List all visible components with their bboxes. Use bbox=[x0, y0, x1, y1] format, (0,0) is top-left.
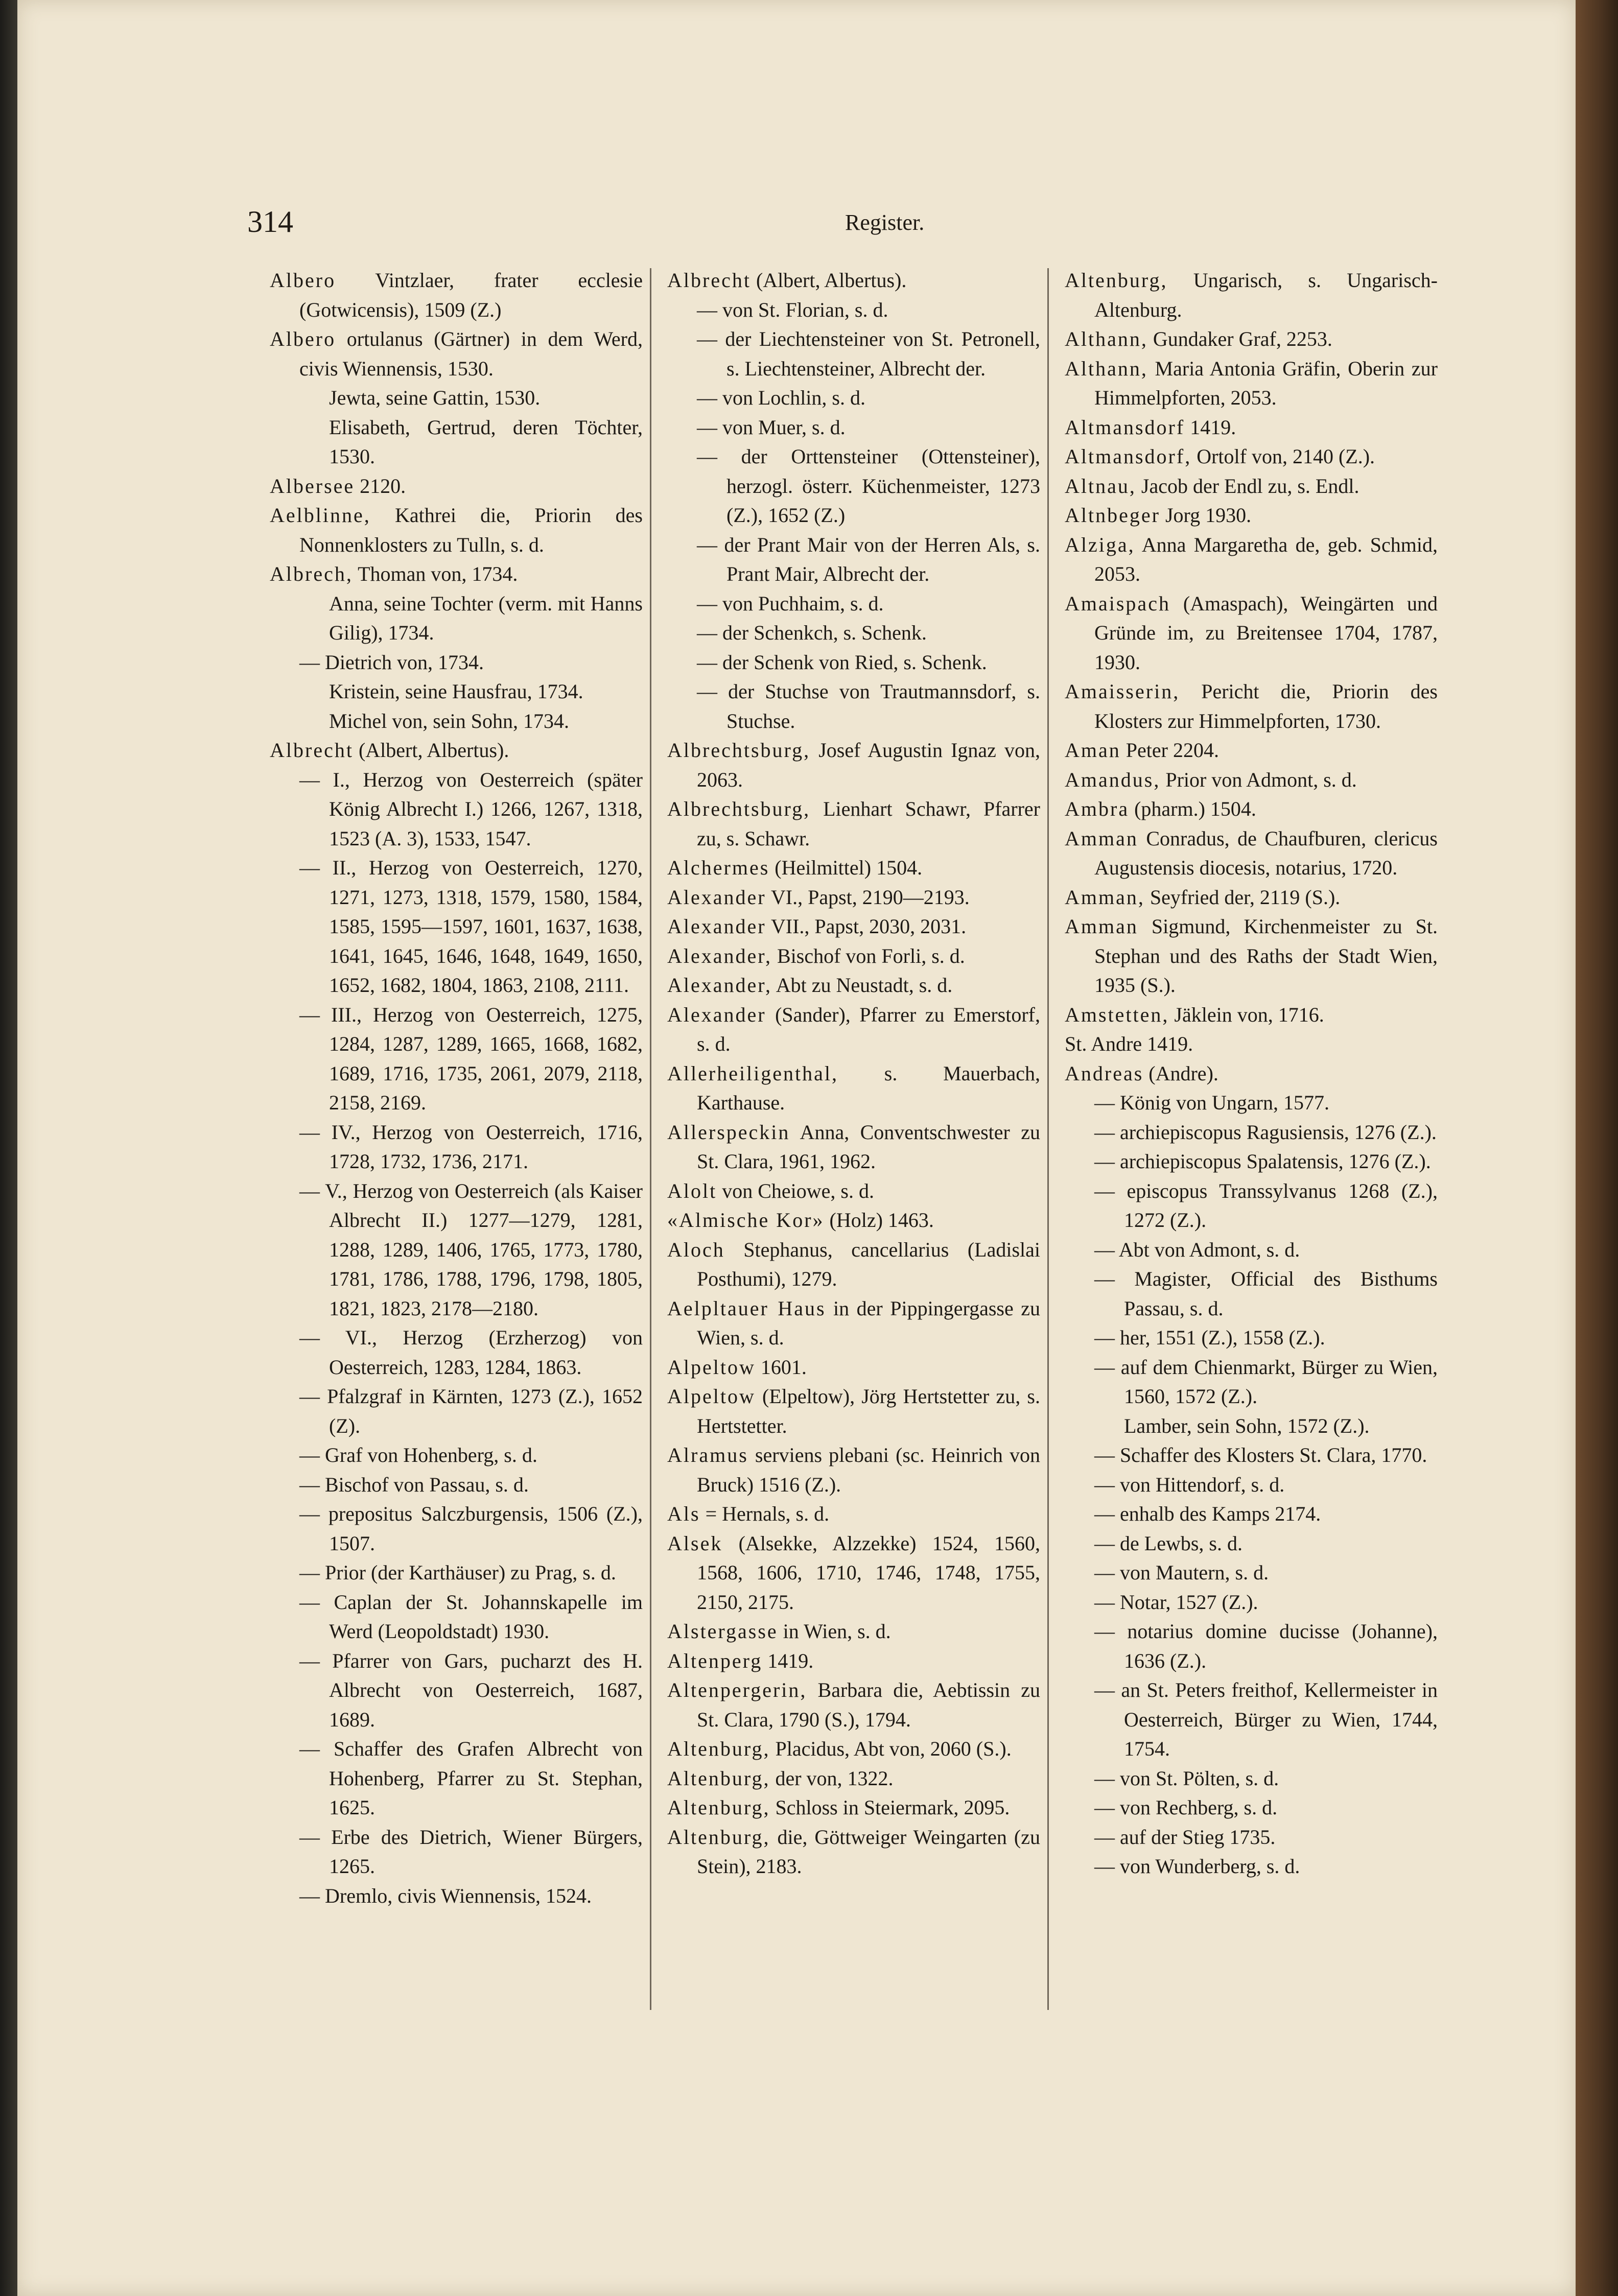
entry-headword: Altmansdorf, bbox=[1065, 445, 1192, 468]
register-entry: — Magister, Official des Bisthums Passau, s. d. bbox=[1094, 1267, 1438, 1320]
entry-text: = Hernals, s. d. bbox=[700, 1502, 830, 1525]
book-binding-edge bbox=[1576, 0, 1618, 2296]
register-entry bbox=[1065, 530, 1438, 589]
entry-headword: Alexander, bbox=[667, 944, 772, 967]
entry-text: 2120. bbox=[355, 474, 406, 498]
entry-headword: Andreas bbox=[1065, 1061, 1144, 1085]
entry-headword: Alstergasse bbox=[667, 1620, 778, 1643]
register-entry bbox=[1065, 765, 1438, 795]
entry-text: (Amaspach), Weingärten und Gründe im, zu Breitensee 1704, 1787, 1930. bbox=[1094, 591, 1438, 674]
register-entry: — der Prant Mair von der Herren Als, s. Prant Mair, Albrecht der. bbox=[697, 533, 1040, 585]
register-entry: — an St. Peters freithof, Kellermeister in Oesterreich, Bürger zu Wien, 1744, 1754. bbox=[1094, 1678, 1438, 1760]
entry-text: von Cheiowe, s. d. bbox=[717, 1179, 874, 1202]
register-entry: — Erbe des Dietrich, Wiener Bürgers, 1265. bbox=[299, 1825, 643, 1878]
entry-text: Ortolf von, 2140 (Z.). bbox=[1191, 445, 1375, 468]
entry-text: Pericht die, Priorin des Klosters zur Himmelpforten, 1730. bbox=[1094, 680, 1438, 732]
register-entry bbox=[1065, 266, 1438, 324]
register-column-3 bbox=[1065, 266, 1438, 1881]
register-entry: St. Andre 1419. bbox=[1065, 1032, 1193, 1055]
entry-headword: Albero bbox=[270, 269, 336, 292]
entry-headword: Amaisserin, bbox=[1065, 680, 1180, 703]
register-entry: — notarius domine ducisse (Johanne), 1636 (Z.). bbox=[1094, 1620, 1438, 1672]
entry-headword: Als bbox=[667, 1502, 700, 1525]
register-entry: — Caplan der St. Johannskapelle im Werd (Leopoldstadt) 1930. bbox=[299, 1590, 643, 1643]
register-entry: — Schaffer des Grafen Albrecht von Hohenberg, Pfarrer zu St. Stephan, 1625. bbox=[299, 1737, 643, 1819]
entry-text: (Andre). bbox=[1143, 1061, 1218, 1085]
entry-headword: Ambra bbox=[1065, 797, 1130, 820]
entry-text: Conradus, de Chaufburen, clericus Augustensis diocesis, notarius, 1720. bbox=[1094, 826, 1438, 879]
entry-text: (Heilmittel) 1504. bbox=[769, 856, 923, 879]
register-entry bbox=[667, 1440, 1040, 1499]
entry-text: Lienhart Schawr, Pfarrer zu, s. Schawr. bbox=[697, 797, 1040, 850]
register-entry bbox=[667, 1764, 1040, 1793]
register-entry: — Dremlo, civis Wiennensis, 1524. bbox=[299, 1884, 592, 1907]
entry-text: s. Mauerbach, Karthause. bbox=[697, 1061, 1040, 1114]
register-entry bbox=[1065, 413, 1438, 442]
register-entry bbox=[1065, 471, 1438, 501]
entry-text: in Wien, s. d. bbox=[778, 1620, 891, 1643]
register-entry bbox=[1065, 1059, 1438, 1088]
entry-headword: Altenburg, bbox=[667, 1825, 770, 1849]
entry-headword: Aelblinne, bbox=[270, 504, 371, 527]
entry-headword: Alexander bbox=[667, 885, 766, 909]
register-entry: Anna, seine Tochter (verm. mit Hanns Gilig), 1734. bbox=[329, 591, 643, 644]
scan-left-edge bbox=[0, 0, 17, 2296]
entry-text: Jacob der Endl zu, s. Endl. bbox=[1136, 474, 1359, 498]
register-entry bbox=[667, 1205, 1040, 1235]
entry-text: VII., Papst, 2030, 2031. bbox=[766, 915, 967, 938]
register-entry bbox=[1065, 824, 1438, 883]
register-entry bbox=[270, 736, 643, 765]
entry-text: 1601. bbox=[755, 1355, 807, 1379]
entry-headword: Aelpltauer Haus bbox=[667, 1296, 826, 1320]
running-title: Register. bbox=[845, 210, 925, 235]
entry-headword: Alexander, bbox=[667, 974, 772, 997]
entry-headword: Albrech, bbox=[270, 562, 353, 585]
entry-headword: Altnbeger bbox=[1065, 504, 1160, 527]
entry-text: Jorg 1930. bbox=[1160, 504, 1252, 527]
entry-headword: Alpeltow bbox=[667, 1385, 756, 1408]
register-entry: — Notar, 1527 (Z.). bbox=[1094, 1590, 1258, 1614]
column-divider bbox=[650, 268, 651, 2010]
entry-text: VI., Papst, 2190—2193. bbox=[766, 885, 970, 909]
register-entry bbox=[667, 1793, 1040, 1822]
register-entry: — von Mautern, s. d. bbox=[1094, 1561, 1269, 1584]
register-column-1 bbox=[270, 266, 643, 1910]
register-entry: — von Hittendorf, s. d. bbox=[1094, 1473, 1285, 1496]
entry-headword: Amman bbox=[1065, 915, 1138, 938]
register-entry: — Graf von Hohenberg, s. d. bbox=[299, 1443, 537, 1466]
entry-text: Gundaker Graf, 2253. bbox=[1147, 327, 1332, 350]
register-entry: — König von Ungarn, 1577. bbox=[1094, 1091, 1329, 1114]
entry-text: Ungarisch, s. Ungarisch-Altenburg. bbox=[1094, 269, 1438, 321]
register-entry bbox=[270, 501, 643, 559]
register-entry bbox=[1065, 883, 1438, 912]
register-entry bbox=[667, 1499, 1040, 1529]
register-entry bbox=[1065, 324, 1438, 354]
entry-text: Barbara die, Aebtissin zu St. Clara, 1790 (S.), 1794. bbox=[697, 1678, 1040, 1731]
entry-headword: Aman bbox=[1065, 739, 1121, 762]
entry-text: (Albert, Albertus). bbox=[751, 269, 907, 292]
entry-text: (Sander), Pfarrer zu Emerstorf, s. d. bbox=[697, 1003, 1040, 1055]
register-entry bbox=[1065, 677, 1438, 736]
register-entry: — der Schenk von Ried, s. Schenk. bbox=[697, 650, 987, 674]
register-entry bbox=[667, 1382, 1040, 1440]
register-entry: — von St. Florian, s. d. bbox=[697, 298, 888, 321]
entry-headword: Altenburg, bbox=[667, 1796, 770, 1819]
register-entry: Michel von, sein Sohn, 1734. bbox=[329, 709, 569, 732]
register-entry bbox=[1065, 354, 1438, 413]
entry-text: Josef Augustin Ignaz von, 2063. bbox=[697, 739, 1040, 791]
register-entry: — von Puchhaim, s. d. bbox=[697, 591, 884, 615]
register-entry: — auf der Stieg 1735. bbox=[1094, 1825, 1276, 1849]
register-entry: — episcopus Transsylvanus 1268 (Z.), 1272 (Z.). bbox=[1094, 1179, 1438, 1232]
register-entry bbox=[1065, 442, 1438, 471]
entry-headword: Aloch bbox=[667, 1238, 725, 1261]
entry-headword: Altenperg bbox=[667, 1649, 763, 1672]
entry-text: die, Göttweiger Weingarten (zu Stein), 2183. bbox=[697, 1825, 1040, 1878]
entry-text: Thoman von, 1734. bbox=[353, 562, 518, 585]
register-entry bbox=[1065, 736, 1438, 765]
register-entry: — archiepiscopus Spalatensis, 1276 (Z.). bbox=[1094, 1150, 1431, 1173]
register-entry bbox=[1065, 794, 1438, 824]
register-entry bbox=[667, 971, 1040, 1000]
entry-text: ortulanus (Gärtner) in dem Werd, civis Wiennensis, 1530. bbox=[299, 327, 643, 380]
register-entry bbox=[667, 1118, 1040, 1176]
register-entry bbox=[667, 1822, 1040, 1881]
entry-headword: Alramus bbox=[667, 1443, 748, 1466]
entry-text: Vintzlaer, frater ecclesie (Gotwicensis), 1509 (Z.) bbox=[299, 269, 643, 321]
register-entry: — von Rechberg, s. d. bbox=[1094, 1796, 1278, 1819]
register-entry: — auf dem Chienmarkt, Bürger zu Wien, 1560, 1572 (Z.). bbox=[1094, 1355, 1438, 1408]
entry-headword: Alpeltow bbox=[667, 1355, 756, 1379]
register-entry bbox=[667, 883, 1040, 912]
register-entry: — Dietrich von, 1734. bbox=[299, 650, 484, 674]
entry-headword: Altenburg, bbox=[667, 1737, 770, 1760]
register-entry bbox=[667, 1675, 1040, 1734]
register-entry: — von St. Pölten, s. d. bbox=[1094, 1766, 1279, 1790]
register-entry bbox=[667, 1617, 1040, 1646]
page-number: 314 bbox=[247, 205, 293, 239]
page-header bbox=[17, 204, 1576, 245]
register-entry: — prepositus Salczburgensis, 1506 (Z.), 1507. bbox=[299, 1502, 643, 1555]
register-entry bbox=[667, 1235, 1040, 1294]
register-entry: — der Stuchse von Trautmannsdorf, s. Stuchse. bbox=[697, 680, 1040, 732]
entry-headword: Albrechtsburg, bbox=[667, 797, 811, 820]
entry-headword: Amaispach bbox=[1065, 591, 1170, 615]
entry-text: Jäklein von, 1716. bbox=[1169, 1003, 1324, 1026]
register-entry bbox=[270, 324, 643, 383]
entry-headword: Alchermes bbox=[667, 856, 770, 879]
entry-headword: Amandus, bbox=[1065, 768, 1161, 791]
register-entry bbox=[667, 794, 1040, 853]
register-entry bbox=[667, 1176, 1040, 1206]
entry-text: Anna, Conventschwester zu St. Clara, 1961, 1962. bbox=[697, 1120, 1040, 1173]
entry-headword: Altenburg, bbox=[1065, 269, 1168, 292]
register-entry: — enhalb des Kamps 2174. bbox=[1094, 1502, 1321, 1525]
entry-headword: Alziga, bbox=[1065, 533, 1135, 556]
register-entry: Jewta, seine Gattin, 1530. bbox=[329, 386, 541, 409]
entry-text: 1419. bbox=[1185, 415, 1236, 439]
entry-text: serviens plebani (sc. Heinrich von Bruck) 1516 (Z.). bbox=[697, 1443, 1040, 1496]
entry-headword: Albero bbox=[270, 327, 336, 350]
register-entry: — der Orttensteiner (Ottensteiner), herzogl. österr. Küchenmeister, 1273 (Z.), 1652 (Z.) bbox=[697, 445, 1040, 527]
register-entry: — V., Herzog von Oesterreich (als Kaiser Albrecht II.) 1277—1279, 1281, 1288, 1289, 1406, 1765, 1773, 1780, 1781, 1786, 1788, 1796, 1798, 1805, 1821, 1823, 2178—2180. bbox=[299, 1179, 643, 1320]
register-entry bbox=[270, 471, 643, 501]
register-entry bbox=[667, 1646, 1040, 1676]
register-entry bbox=[667, 736, 1040, 794]
entry-text: (Elpeltow), Jörg Hertstetter zu, s. Hertstetter. bbox=[697, 1385, 1040, 1437]
register-entry bbox=[667, 1353, 1040, 1382]
entry-text: Maria Antonia Gräfin, Oberin zur Himmelpforten, 2053. bbox=[1094, 357, 1438, 409]
entry-headword: Albersee bbox=[270, 474, 355, 498]
register-entry bbox=[1065, 589, 1438, 677]
entry-headword: Althann, bbox=[1065, 327, 1148, 350]
entry-headword: Allerspeckin bbox=[667, 1120, 790, 1144]
register-entry bbox=[1065, 912, 1438, 1000]
entry-headword: Amman, bbox=[1065, 885, 1145, 909]
register-entry bbox=[270, 559, 643, 589]
entry-headword: Alexander bbox=[667, 915, 766, 938]
register-entry: — von Wunderberg, s. d. bbox=[1094, 1855, 1300, 1878]
entry-text: Kathrei die, Priorin des Nonnenklosters zu Tulln, s. d. bbox=[299, 504, 643, 556]
register-entry bbox=[667, 1059, 1040, 1118]
register-entry: — III., Herzog von Oesterreich, 1275, 1284, 1287, 1289, 1665, 1668, 1682, 1689, 1716, 1735, 2061, 2079, 2118, 2158, 2169. bbox=[299, 1003, 643, 1114]
entry-headword: Alsek bbox=[667, 1531, 723, 1555]
entry-text: Stephanus, cancellarius (Ladislai Posthumi), 1279. bbox=[697, 1238, 1040, 1290]
register-entry bbox=[667, 1734, 1040, 1764]
register-entry: — de Lewbs, s. d. bbox=[1094, 1531, 1242, 1555]
entry-headword: Allerheiligenthal, bbox=[667, 1061, 839, 1085]
register-entry: — archiepiscopus Ragusiensis, 1276 (Z.). bbox=[1094, 1120, 1437, 1144]
register-entry bbox=[667, 266, 1040, 295]
register-entry bbox=[667, 853, 1040, 883]
register-entry bbox=[667, 1529, 1040, 1617]
entry-text: Placidus, Abt von, 2060 (S.). bbox=[770, 1737, 1012, 1760]
entry-headword: Altmansdorf bbox=[1065, 415, 1185, 439]
entry-text: (Holz) 1463. bbox=[824, 1209, 934, 1232]
register-entry: — Schaffer des Klosters St. Clara, 1770. bbox=[1094, 1443, 1427, 1466]
entry-headword: Altnau, bbox=[1065, 474, 1136, 498]
entry-text: (Alsekke, Alzzekke) 1524, 1560, 1568, 1606, 1710, 1746, 1748, 1755, 2150, 2175. bbox=[697, 1531, 1040, 1614]
register-entry: — der Liechtensteiner von St. Petronell, s. Liechtensteiner, Albrecht der. bbox=[697, 327, 1040, 380]
entry-text: 1419. bbox=[762, 1649, 814, 1672]
entry-text: Schloss in Steiermark, 2095. bbox=[770, 1796, 1010, 1819]
register-column-2 bbox=[667, 266, 1040, 1881]
register-entry: — Abt von Admont, s. d. bbox=[1094, 1238, 1300, 1261]
entry-headword: Altenpergerin, bbox=[667, 1678, 807, 1701]
entry-text: Anna Margaretha de, geb. Schmid, 2053. bbox=[1094, 533, 1438, 585]
entry-text: (pharm.) 1504. bbox=[1129, 797, 1256, 820]
entry-headword: «Almische Kor» bbox=[667, 1209, 825, 1232]
entry-text: Bischof von Forli, s. d. bbox=[771, 944, 965, 967]
entry-headword: Albrechtsburg, bbox=[667, 739, 811, 762]
register-entry: Elisabeth, Gertrud, deren Töchter, 1530. bbox=[329, 415, 643, 468]
register-entry: — von Lochlin, s. d. bbox=[697, 386, 865, 409]
register-entry: — Bischof von Passau, s. d. bbox=[299, 1473, 529, 1496]
register-entry: — IV., Herzog von Oesterreich, 1716, 1728, 1732, 1736, 2171. bbox=[299, 1120, 643, 1173]
register-entry: — der Schenkch, s. Schenk. bbox=[697, 621, 927, 644]
register-entry: — von Muer, s. d. bbox=[697, 415, 846, 439]
entry-headword: Altenburg, bbox=[667, 1766, 770, 1790]
entry-headword: Althann, bbox=[1065, 357, 1148, 380]
entry-headword: Amman bbox=[1065, 826, 1138, 850]
entry-text: (Albert, Albertus). bbox=[353, 739, 509, 762]
register-entry: — Pfalzgraf in Kärnten, 1273 (Z.), 1652 (Z). bbox=[299, 1385, 643, 1437]
register-entry bbox=[1065, 501, 1438, 530]
entry-text: Seyfried der, 2119 (S.). bbox=[1144, 885, 1341, 909]
register-entry: — Prior (der Karthäuser) zu Prag, s. d. bbox=[299, 1561, 616, 1584]
register-entry: — her, 1551 (Z.), 1558 (Z.). bbox=[1094, 1326, 1325, 1349]
entry-text: Abt zu Neustadt, s. d. bbox=[771, 974, 953, 997]
book-page bbox=[17, 0, 1576, 2296]
register-entry: — I., Herzog von Oesterreich (später König Albrecht I.) 1266, 1267, 1318, 1523 (A. 3), 1533, 1547. bbox=[299, 768, 643, 850]
register-entry bbox=[667, 912, 1040, 941]
register-entry: — VI., Herzog (Erzherzog) von Oesterreich, 1283, 1284, 1863. bbox=[299, 1326, 643, 1379]
entry-headword: Alexander bbox=[667, 1003, 766, 1026]
register-entry bbox=[1065, 1000, 1438, 1030]
entry-headword: Albrecht bbox=[667, 269, 751, 292]
register-entry bbox=[667, 941, 1040, 971]
entry-text: Peter 2204. bbox=[1120, 739, 1219, 762]
entry-text: in der Pippingergasse zu Wien, s. d. bbox=[697, 1296, 1040, 1349]
register-entry: — Pfarrer von Gars, pucharzt des H. Albrecht von Oesterreich, 1687, 1689. bbox=[299, 1649, 643, 1731]
entry-text: Sigmund, Kirchenmeister zu St. Stephan und des Raths der Stadt Wien, 1935 (S.). bbox=[1094, 915, 1438, 997]
register-entry bbox=[270, 266, 643, 324]
entry-text: der von, 1322. bbox=[770, 1766, 894, 1790]
entry-headword: Amstetten, bbox=[1065, 1003, 1169, 1026]
register-entry: Lamber, sein Sohn, 1572 (Z.). bbox=[1124, 1414, 1370, 1437]
entry-text: Prior von Admont, s. d. bbox=[1160, 768, 1357, 791]
entry-headword: Albrecht bbox=[270, 739, 354, 762]
column-divider bbox=[1047, 268, 1049, 2010]
register-entry bbox=[667, 1000, 1040, 1059]
register-entry bbox=[667, 1294, 1040, 1353]
register-entry: — II., Herzog von Oesterreich, 1270, 1271, 1273, 1318, 1579, 1580, 1584, 1585, 1595—1597, 1601, 1637, 1638, 1641, 1645, 1646, 1648, 1649, 1650, 1652, 1682, 1804, 1863, 2108, 2111. bbox=[299, 856, 643, 997]
register-entry: Kristein, seine Hausfrau, 1734. bbox=[329, 680, 583, 703]
entry-headword: Alolt bbox=[667, 1179, 717, 1202]
